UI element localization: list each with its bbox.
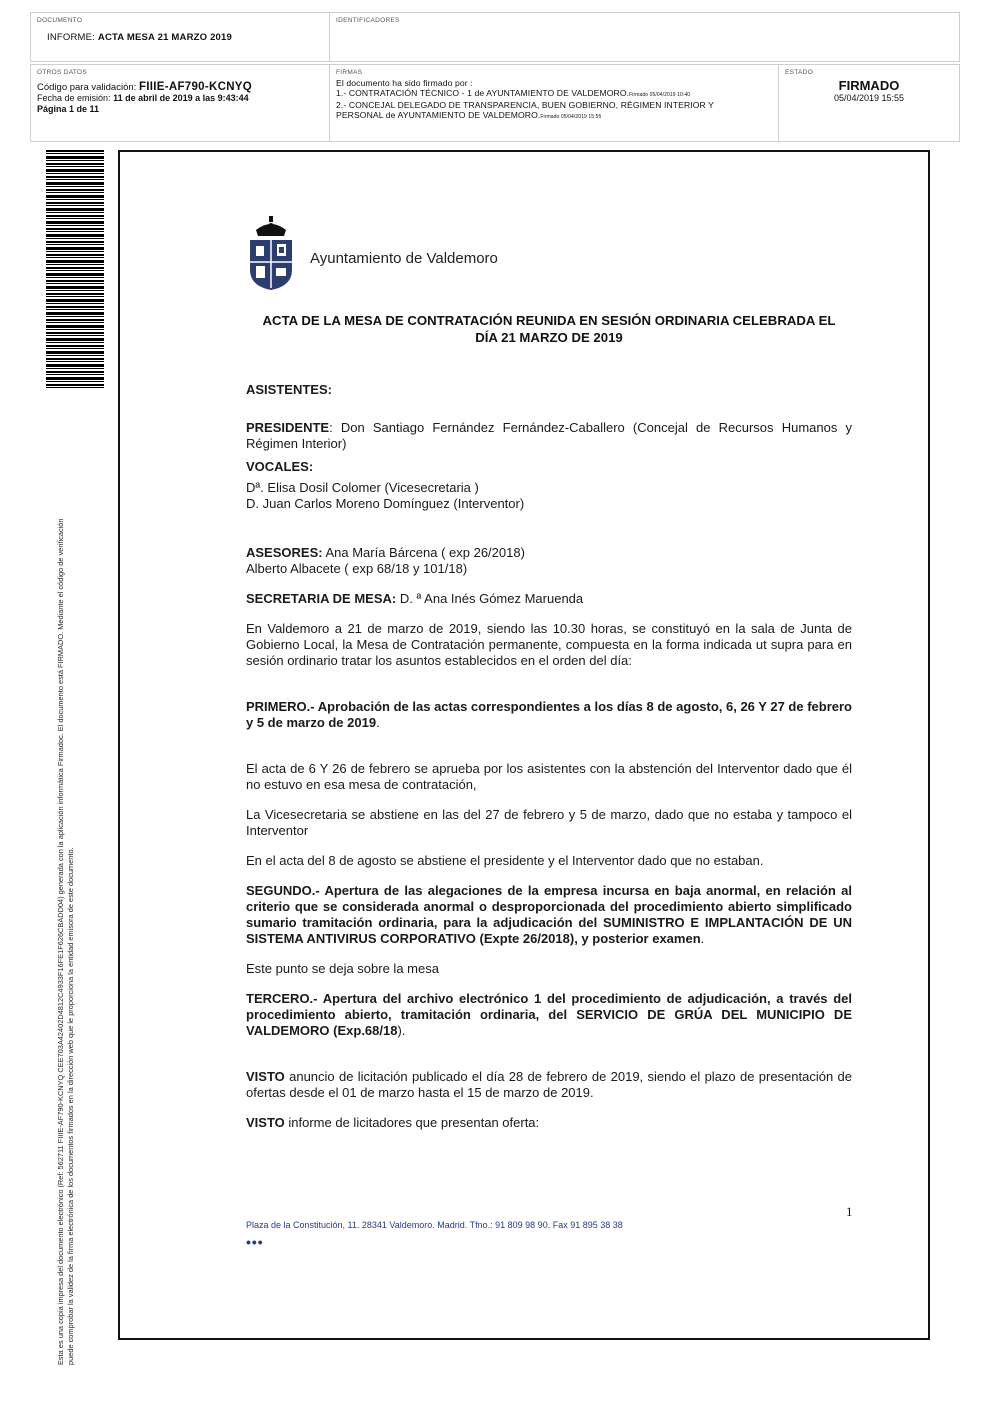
state-badge: FIRMADO <box>838 78 900 93</box>
identifiers-cell <box>330 13 959 61</box>
document-title: INFORME: ACTA MESA 21 MARZO 2019 <box>47 32 232 43</box>
presidente-paragraph: PRESIDENTE: Don Santiago Fernández Fernández-Caballero (Concejal de Recursos Humanos y Régimen Interior) <box>246 420 852 451</box>
verification-margin-text: Esta es una copia impresa del documento electrónico (Ref: 562711 FIIIE-AF790-KCNYQ CEE703A42402D4812C4933F16FE1F626CBADD04) generada con la aplicación informática Firmadoc. El documento está FIRMADO. Mediante el código de verificación puede comprobar la validez de la firma electrónica de los documentos firmados en la dirección web que le proporciona la entidad emisora de este documento. <box>56 518 75 1365</box>
other-data-label: OTROS DATOS <box>37 69 88 76</box>
document-label: DOCUMENTO <box>37 17 83 24</box>
state-label: ESTADO <box>785 69 814 76</box>
vicesecretaria-paragraph: La Vicesecretaria se abstiene en las del 27 de febrero y 5 de marzo, dado que no estaba y tampoco el Interventor <box>246 807 852 838</box>
page-title: ACTA DE LA MESA DE CONTRATACIÓN REUNIDA EN SESIÓN ORDINARIA CELEBRADA EL DÍA 21 MARZO DE 2019 <box>262 313 836 345</box>
visto-1-paragraph: VISTO anuncio de licitación publicado el día 28 de febrero de 2019, siendo el plazo de presentación de ofertas desde el 01 de marzo hasta el 15 de marzo de 2019. <box>246 1069 852 1100</box>
document-cell <box>31 13 330 61</box>
org-name: Ayuntamiento de Valdemoro <box>310 249 498 267</box>
asesores-paragraph: ASESORES: Ana María Bárcena ( exp 26/2018) <box>246 545 525 560</box>
document-body <box>246 382 852 1131</box>
signer-1: 1.- CONTRATACIÓN TÉCNICO - 1 de AYUNTAMIENTO DE VALDEMORO.Firmado 05/04/2019 10:40 <box>336 88 691 98</box>
vocales-heading: VOCALES: <box>246 459 314 474</box>
asistentes-heading: ASISTENTES: <box>246 382 332 397</box>
header-bottom-row <box>30 64 960 142</box>
coat-of-arms-icon <box>246 214 296 292</box>
primero-item: PRIMERO.- Aprobación de las actas correspondientes a los días 8 de agosto, 6, 26 Y 27 de febrero y 5 de marzo de 2019. <box>246 699 852 730</box>
identifiers-label: IDENTIFICADORES <box>336 17 400 24</box>
page-info: Página 1 de 11 <box>37 104 100 114</box>
page-number: 1 <box>846 1204 853 1219</box>
header-top-row <box>30 12 960 62</box>
signatures-cell <box>330 65 779 141</box>
footer-address: Plaza de la Constitución, 11. 28341 Valdemoro. Madrid. Tfno.: 91 809 98 90. Fax 91 895 38 38 <box>246 1220 623 1230</box>
document-page <box>118 150 930 1340</box>
signer-2-cont: PERSONAL de AYUNTAMIENTO DE VALDEMORO.Firmado 05/04/2019 15:55 <box>336 110 602 120</box>
signatures-list <box>336 78 772 122</box>
visto-2-paragraph: VISTO informe de licitadores que presentan oferta: <box>246 1115 540 1130</box>
agosto-paragraph: En el acta del 8 de agosto se abstiene el presidente y el Interventor dado que no estaban. <box>246 853 764 868</box>
asesor-2: Alberto Albacete ( exp 68/18 y 101/18) <box>246 561 468 576</box>
org-header <box>246 214 498 292</box>
secretaria-paragraph: SECRETARIA DE MESA: D. ª Ana Inés Gómez Maruenda <box>246 591 584 606</box>
barcode-image <box>46 150 104 390</box>
vocal-2: D. Juan Carlos Moreno Domínguez (Interventor) <box>246 496 525 511</box>
state-date: 05/04/2019 15:55 <box>833 93 905 103</box>
vocal-1: Dª. Elisa Dosil Colomer (Vicesecretaria ) <box>246 480 479 495</box>
segundo-item: SEGUNDO.- Apertura de las alegaciones de la empresa incursa en baja anormal, en relación al criterio que se considerada anormal o desproporcionada del procedimiento abierto simplificado sumario tramitación ordinaria, para la adjudicación del SUMINISTRO E IMPLANTACIÓN DE UN SISTEMA ANTIVIRUS CORPORATIVO (Expte 26/2018), y posterior examen. <box>246 883 852 946</box>
mesa-paragraph: Este punto se deja sobre la mesa <box>246 961 439 976</box>
acta-paragraph: El acta de 6 Y 26 de febrero se aprueba por los asistentes con la abstención del Interventor dado que él no estuvo en esa mesa de contratación, <box>246 761 852 792</box>
signatures-label: FIRMAS <box>336 69 363 76</box>
signed-intro: El documento ha sido firmado por : <box>336 78 473 88</box>
tercero-item: TERCERO.- Apertura del archivo electrónico 1 del procedimiento de adjudicación, a través del procedimiento abierto, tramitación ordinaria, del SERVICIO DE GRÚA DEL MUNICIPIO DE VALDEMORO (Exp.68/18). <box>246 991 852 1038</box>
footer-dots: ••• <box>246 1234 264 1250</box>
signer-2: 2.- CONCEJAL DELEGADO DE TRANSPARENCIA, BUEN GOBIERNO, RÉGIMEN INTERIOR Y <box>336 100 715 110</box>
intro-paragraph: En Valdemoro a 21 de marzo de 2019, siendo las 10.30 horas, se constituyó en la sala de Junta de Gobierno Local, la Mesa de Contratación permanente, compuesta en la forma indicada ut supra para en sesión ordinario tratar los asuntos establecidos en el orden del día: <box>246 621 852 668</box>
validation-code: Código para validación: FIIIE-AF790-KCNYQ <box>37 81 253 93</box>
state-cell <box>779 65 959 141</box>
validation-code-value[interactable]: FIIIE-AF790-KCNYQ <box>138 81 253 93</box>
emission-date: Fecha de emisión: 11 de abril de 2019 a las 9:43:44 <box>37 93 249 103</box>
other-data-cell <box>31 65 330 141</box>
